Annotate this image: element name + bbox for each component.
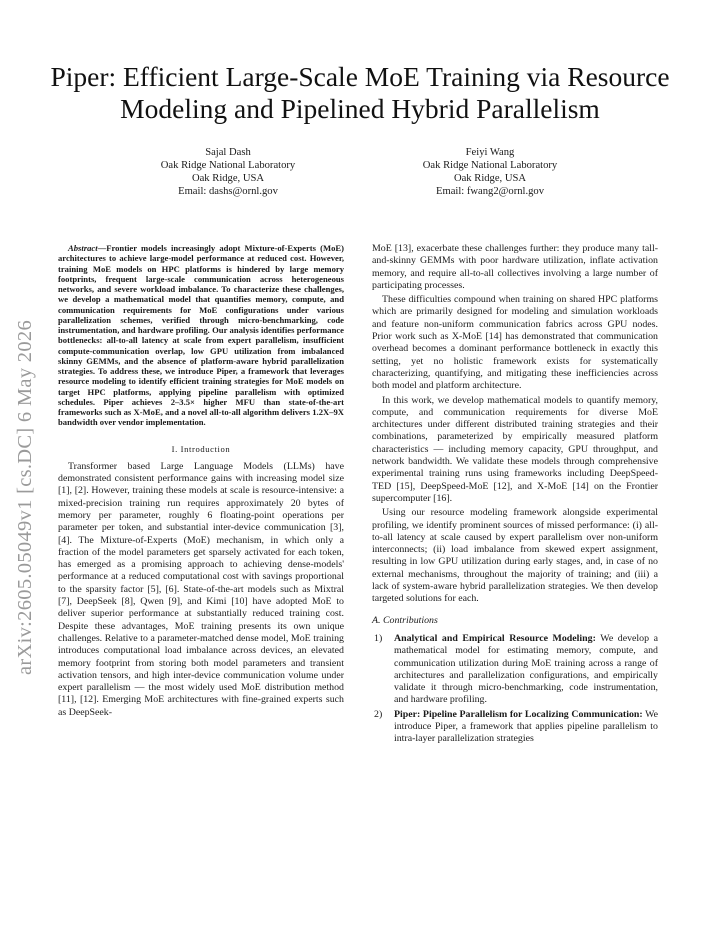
abstract-lead: Abstract <box>68 243 98 253</box>
item-text: We introduce Piper, a framework that applies pipeline parallelism to intra-layer parallelization strategies <box>394 708 658 745</box>
paper-title: Piper: Efficient Large-Scale MoE Training via Resource Modeling and Pipelined Hybrid Parallelism <box>50 61 670 124</box>
item-number: 2) <box>374 708 383 720</box>
contributions-list <box>372 633 658 746</box>
item-number: 1) <box>374 632 383 644</box>
intro-paragraph-1-continued: MoE [13], exacerbate these challenges further: they produce many tall-and-skinny GEMMs with poor hardware utilization, inflate activation memory, and require all-to-all collectives involving a large number of participating processes. <box>372 243 658 291</box>
author-location: Oak Ridge, USA <box>191 173 265 184</box>
abstract-text: —Frontier models increasingly adopt Mixture-of-Experts (MoE) architectures to achieve large-model performance at reduced cost. However, training MoE models on HPC platforms is hindered by large memory footprints, frequent large-scale communication across heterogeneous networks, and severe workload imbalance. To characterize these challenges, we develop a mathematical model that quantifies memory, compute, and communication requirements for MoE configurations under various parallelization schemes, verified through micro-benchmarking, code instrumentation, and hardware profiling. Our analysis identifies performance bottlenecks: all-to-all latency at scale from expert parallelism, insufficient compute-communication overlap, low GPU utilization from imbalanced skinny GEMMs, and the absence of platform-aware hybrid parallelization strategies. To address these, we introduce Piper, a framework that leverages resource modeling to identify efficient training strategies for MoE models on target HPC platforms, applying pipeline parallelism with optimized schedules. Piper achieves 2–3.5× higher MFU than state-of-the-art frameworks such as X-MoE, and a novel all-to-all algorithm delivers 1.2X–9X bandwidth over vendor implementation. <box>58 243 344 428</box>
intro-paragraph-1-part-2 <box>372 243 658 292</box>
abstract <box>58 243 344 428</box>
intro-paragraph-3: In this work, we develop mathematical models to quantify memory, compute, and communication requirements for diverse MoE architectures under different distributed training strategies and their combinations, parameterized by empirically measured platform characteristics — including memory capacity, GPU throughput, and network bandwidth. We validate these models through comprehensive experimental training runs using frameworks including DeepSpeed-TED [15], DeepSpeed-MoE [12], and X-MoE [14] on the Frontier supercomputer [16]. <box>372 394 658 504</box>
item-text: We develop a mathematical model for estimating memory, compute, and communication utilization during MoE training across a range of architectures and parallelization configurations, and empirically validate it through micro-benchmarking, code instrumentation, and hardware profiling. <box>394 632 658 706</box>
item-title: Piper: Pipeline Parallelism for Localizing Communication: <box>394 708 643 720</box>
author-name: Feiyi Wang <box>465 147 515 158</box>
author-location: Oak Ridge, USA <box>453 173 527 184</box>
contribution-item-2 <box>374 708 658 746</box>
intro-paragraph-4: Using our resource modeling framework alongside experimental profiling, we identify prominent sources of missed performance: (i) all-to-all latency at scale caused by expert parallelism over non-uniform interconnects; (ii) load imbalance from skewed expert assignment, resulting in low GPU utilization during early stages, and, in case of no external mechanisms, throughout the majority of training; and (iii) a lack of system-aware hybrid parallelization strategies. We then develop targeted solutions for each. <box>372 507 658 605</box>
author-affiliation: Oak Ridge National Laboratory <box>422 160 558 171</box>
subsection-heading-contributions: A. Contributions <box>372 614 438 626</box>
author-name: Sajal Dash <box>205 147 251 158</box>
author-email: Email: dashs@ornl.gov <box>178 186 278 197</box>
arxiv-identifier: arXiv:2605.05049v1 [cs.DC] 6 May 2026 <box>14 319 36 675</box>
intro-paragraph-2: These difficulties compound when training on shared HPC platforms which are primarily designed for modeling and simulation workloads and feature non-uniform communication fabrics across GPU nodes. Prior work such as X-MoE [14] has demonstrated that communication overhead becomes a dominant performance bottleneck in exactly this setting, yet no holistic framework exists for systematically characterizing, quantifying, and mitigating these inefficiencies across both model and platform architecture. <box>372 294 658 392</box>
left-column <box>58 243 344 719</box>
right-column <box>372 243 658 748</box>
section-heading-introduction: I. Introduction <box>171 443 231 454</box>
author-email: Email: fwang2@ornl.gov <box>435 186 545 197</box>
author-affiliation: Oak Ridge National Laboratory <box>160 160 296 171</box>
intro-paragraph-1-part-1 <box>58 461 344 719</box>
contribution-item-1 <box>374 632 658 707</box>
author-block-1 <box>118 146 338 198</box>
author-block-2 <box>380 146 600 198</box>
intro-paragraph-1-text: Transformer based Large Language Models (LLMs) have demonstrated consistent performance gains with increasing model size [1], [2]. However, training these models at scale is resource-intensive: a mixed-precision training run requires approximately 20 bytes of memory per parameter, roughly 6 floating-point operations per parameter per token, and substantial inter-device communication [3], [4]. The Mixture-of-Experts (MoE) mechanism, in which only a fraction of the model parameters get sparsely activated for each token, has emerged as a promising approach to achieving dense-models' performance at a reduced computational cost with savings proportional to the sparsity factor [5], [6]. State-of-the-art models such as Mixtral [7], DeepSeek [8], Qwen [9], and Kimi [10] have adopted MoE to deliver superior performance at substantially reduced training cost. Despite these advantages, MoE training presents its own unique challenges. Relative to a parameter-matched dense model, MoE training introduces computational load imbalance across devices, an elevated memory footprint from storing both model parameters and transient activation tensors, and high inter-device communication volume under expert parallelism — the most widely used MoE distribution method [11], [12]. Emerging MoE architectures with fine-grained experts such as DeepSeek- <box>58 460 344 718</box>
item-title: Analytical and Empirical Resource Modeling: <box>394 632 596 644</box>
